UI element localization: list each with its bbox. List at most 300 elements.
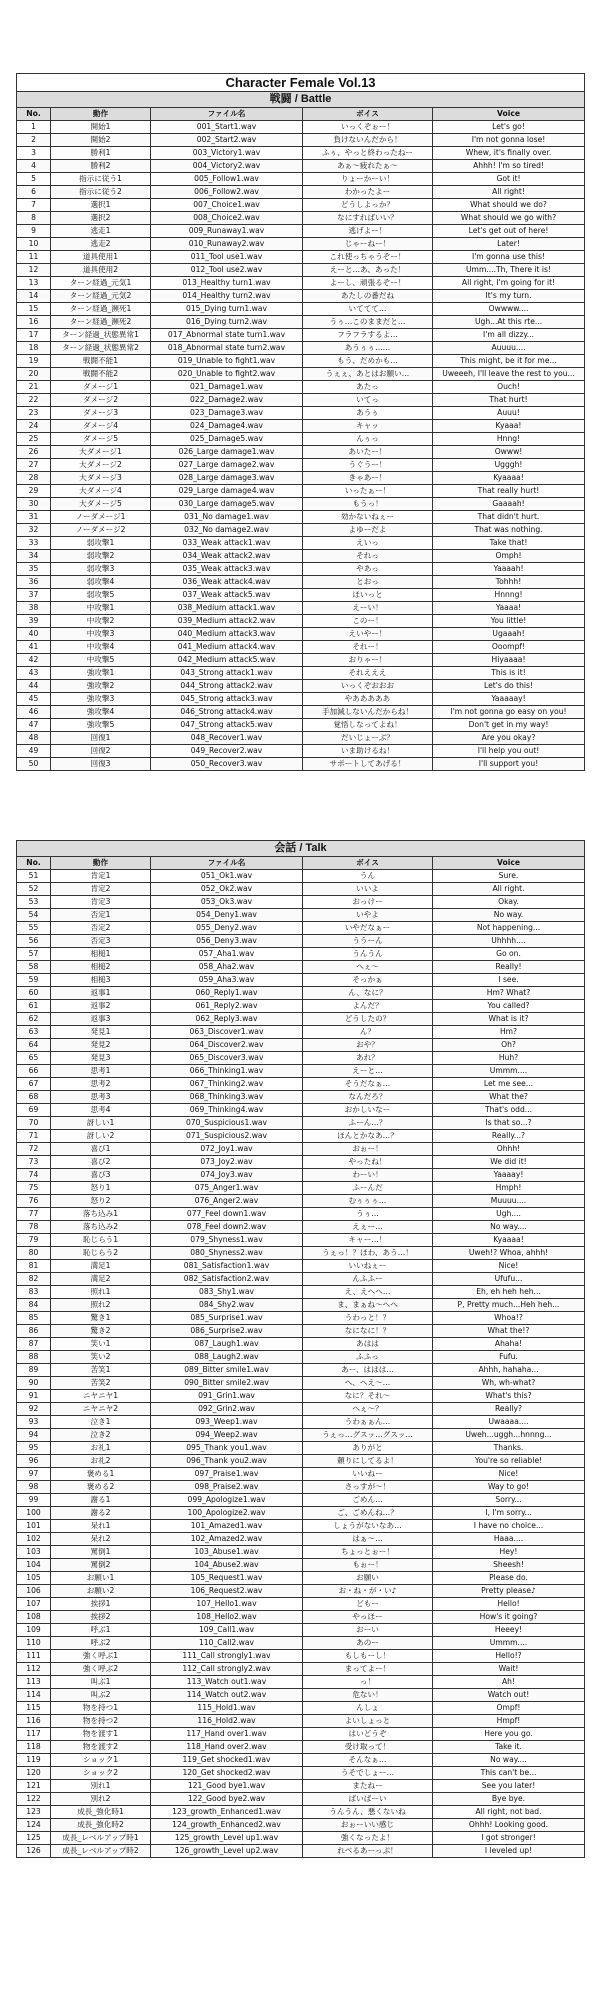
header-action: 動作	[51, 108, 151, 121]
action-cell: 落ち込み1	[51, 1208, 151, 1221]
table-row	[17, 1663, 585, 1676]
action-cell: 肯定2	[51, 883, 151, 896]
file-name-cell: 003_Victory1.wav	[151, 147, 303, 160]
action-cell: 戦闘不能1	[51, 355, 151, 368]
table-row	[17, 498, 585, 511]
voice-jp-cell: おっけー	[303, 896, 433, 909]
file-name-cell: 124_growth_Enhanced2.wav	[151, 1819, 303, 1832]
voice-jp-cell: へぇ～	[303, 961, 433, 974]
file-name-cell: 083_Shy1.wav	[151, 1286, 303, 1299]
table-row	[17, 524, 585, 537]
row-number: 46	[17, 706, 51, 719]
voice-en-cell: Ohhh!	[433, 1143, 585, 1156]
voice-en-cell: I got stronger!	[433, 1832, 585, 1845]
voice-jp-cell: だいじょーぶ？	[303, 732, 433, 745]
file-name-cell: 080_Shyness2.wav	[151, 1247, 303, 1260]
file-name-cell: 100_Apologize2.wav	[151, 1507, 303, 1520]
voice-en-cell: Uweeeh, I'll leave the rest to you...	[433, 368, 585, 381]
row-number: 62	[17, 1013, 51, 1026]
table-row	[17, 1689, 585, 1702]
file-name-cell: 032_No damage2.wav	[151, 524, 303, 537]
voice-en-cell: We did it!	[433, 1156, 585, 1169]
action-cell: 挨拶1	[51, 1598, 151, 1611]
file-name-cell: 024_Damage4.wav	[151, 420, 303, 433]
voice-en-cell: I'm not gonna go easy on you!	[433, 706, 585, 719]
file-name-cell: 028_Large damage3.wav	[151, 472, 303, 485]
voice-en-cell: Owww!	[433, 446, 585, 459]
row-number: 111	[17, 1650, 51, 1663]
action-cell: 逃走1	[51, 225, 151, 238]
row-number: 26	[17, 446, 51, 459]
voice-jp-cell: もぉー！	[303, 1559, 433, 1572]
row-number: 44	[17, 680, 51, 693]
voice-jp-cell: えいっ	[303, 537, 433, 550]
table-row	[17, 935, 585, 948]
file-name-cell: 052_Ok2.wav	[151, 883, 303, 896]
file-name-cell: 006_Follow2.wav	[151, 186, 303, 199]
file-name-cell: 111_Call strongly1.wav	[151, 1650, 303, 1663]
voice-en-cell: Sheesh!	[433, 1559, 585, 1572]
table-row	[17, 238, 585, 251]
row-number: 121	[17, 1780, 51, 1793]
header-action: 動作	[51, 857, 151, 870]
row-number: 30	[17, 498, 51, 511]
table-row	[17, 1585, 585, 1598]
voice-jp-cell: 覚悟しなってよね！	[303, 719, 433, 732]
table-row	[17, 433, 585, 446]
voice-jp-cell: もう、だめかも…	[303, 355, 433, 368]
file-name-cell: 081_Satisfaction1.wav	[151, 1260, 303, 1273]
voice-jp-cell: ばいばーい	[303, 1793, 433, 1806]
table-row	[17, 1845, 585, 1858]
action-cell: 相槌1	[51, 948, 151, 961]
table-row	[17, 1182, 585, 1195]
voice-jp-cell: あうぅぅ……	[303, 342, 433, 355]
voice-en-cell: Sure.	[433, 870, 585, 883]
row-number: 114	[17, 1689, 51, 1702]
table-row	[17, 909, 585, 922]
voice-jp-cell: 強くなったよ！	[303, 1832, 433, 1845]
table-row	[17, 1364, 585, 1377]
table-row	[17, 134, 585, 147]
row-number: 55	[17, 922, 51, 935]
header-no: No.	[17, 108, 51, 121]
voice-en-cell: Hmph!	[433, 1182, 585, 1195]
row-number: 12	[17, 264, 51, 277]
table-row	[17, 1351, 585, 1364]
file-name-cell: 064_Discover2.wav	[151, 1039, 303, 1052]
row-number: 86	[17, 1325, 51, 1338]
action-cell: 満足1	[51, 1260, 151, 1273]
voice-en-cell: Yaaaah!	[433, 563, 585, 576]
row-number: 17	[17, 329, 51, 342]
table-row	[17, 1117, 585, 1130]
voice-jp-cell: うそでしょー…	[303, 1767, 433, 1780]
table-row	[17, 290, 585, 303]
voice-jp-cell: あはは	[303, 1338, 433, 1351]
table-row	[17, 1143, 585, 1156]
action-cell: ショック2	[51, 1767, 151, 1780]
row-number: 60	[17, 987, 51, 1000]
voice-jp-cell: そうだなぁ…	[303, 1078, 433, 1091]
table-row	[17, 1832, 585, 1845]
voice-jp-cell: どうしたの？	[303, 1013, 433, 1026]
table-row	[17, 1650, 585, 1663]
file-name-cell: 118_Hand over2.wav	[151, 1741, 303, 1754]
file-name-cell: 012_Tool use2.wav	[151, 264, 303, 277]
row-number: 116	[17, 1715, 51, 1728]
talk-sheet	[16, 840, 584, 1858]
row-number: 42	[17, 654, 51, 667]
row-number: 47	[17, 719, 51, 732]
row-number: 93	[17, 1416, 51, 1429]
row-number: 52	[17, 883, 51, 896]
voice-en-cell: See you later!	[433, 1780, 585, 1793]
row-number: 108	[17, 1611, 51, 1624]
row-number: 112	[17, 1663, 51, 1676]
table-row	[17, 654, 585, 667]
action-cell: 褒める2	[51, 1481, 151, 1494]
voice-en-cell: That really hurt!	[433, 485, 585, 498]
voice-jp-cell: キャッ	[303, 420, 433, 433]
action-cell: ニヤニヤ2	[51, 1403, 151, 1416]
action-cell: 恥じらう2	[51, 1247, 151, 1260]
file-name-cell: 084_Shy2.wav	[151, 1299, 303, 1312]
voice-en-cell: Hnng!	[433, 433, 585, 446]
voice-en-cell: Wh, wh-what?	[433, 1377, 585, 1390]
action-cell: 弱攻撃5	[51, 589, 151, 602]
table-row	[17, 1377, 585, 1390]
voice-en-cell: Yaaaa!	[433, 602, 585, 615]
voice-en-cell: Ummm....	[433, 1065, 585, 1078]
table-row	[17, 121, 585, 134]
row-number: 8	[17, 212, 51, 225]
table-row	[17, 147, 585, 160]
table-row	[17, 732, 585, 745]
row-number: 99	[17, 1494, 51, 1507]
file-name-cell: 051_Ok1.wav	[151, 870, 303, 883]
voice-en-cell: Pretty please♪	[433, 1585, 585, 1598]
battle-rows	[17, 121, 585, 771]
voice-en-cell: Ugaaah!	[433, 628, 585, 641]
table-row	[17, 1767, 585, 1780]
action-cell: 呆れ2	[51, 1533, 151, 1546]
file-name-cell: 106_Request2.wav	[151, 1585, 303, 1598]
file-name-cell: 048_Recover1.wav	[151, 732, 303, 745]
voice-jp-cell: えーと…	[303, 1065, 433, 1078]
voice-jp-cell: ご、ごめんね…？	[303, 1507, 433, 1520]
row-number: 5	[17, 173, 51, 186]
action-cell: 成長_レベルアップ時1	[51, 1832, 151, 1845]
row-number: 102	[17, 1533, 51, 1546]
file-name-cell: 102_Amazed2.wav	[151, 1533, 303, 1546]
voice-en-cell: Let's go!	[433, 121, 585, 134]
file-name-cell: 096_Thank you2.wav	[151, 1455, 303, 1468]
table-row	[17, 706, 585, 719]
row-number: 22	[17, 394, 51, 407]
table-row	[17, 1221, 585, 1234]
action-cell: 驚き2	[51, 1325, 151, 1338]
voice-jp-cell: もしもーし！	[303, 1650, 433, 1663]
file-name-cell: 112_Call strongly2.wav	[151, 1663, 303, 1676]
voice-en-cell: Not happening...	[433, 922, 585, 935]
file-name-cell: 122_Good bye2.wav	[151, 1793, 303, 1806]
action-cell: ターン経過_瀕死1	[51, 303, 151, 316]
action-cell: お礼2	[51, 1455, 151, 1468]
action-cell: 選択2	[51, 212, 151, 225]
voice-en-cell: Way to go!	[433, 1481, 585, 1494]
action-cell: 発見3	[51, 1052, 151, 1065]
battle-table	[16, 73, 585, 771]
table-row	[17, 225, 585, 238]
row-number: 83	[17, 1286, 51, 1299]
action-cell: 中攻撃2	[51, 615, 151, 628]
table-row	[17, 667, 585, 680]
table-row	[17, 394, 585, 407]
voice-jp-cell: どもー	[303, 1598, 433, 1611]
file-name-cell: 095_Thank you1.wav	[151, 1442, 303, 1455]
file-name-cell: 126_growth_Level up2.wav	[151, 1845, 303, 1858]
table-row	[17, 511, 585, 524]
row-number: 36	[17, 576, 51, 589]
voice-jp-cell: いやだなぁー	[303, 922, 433, 935]
voice-en-cell: Ugggh!	[433, 459, 585, 472]
table-row	[17, 1325, 585, 1338]
voice-jp-cell: それえええ	[303, 667, 433, 680]
file-name-cell: 002_Start2.wav	[151, 134, 303, 147]
action-cell: 喜び3	[51, 1169, 151, 1182]
voice-en-cell: What should we do?	[433, 199, 585, 212]
row-number: 49	[17, 745, 51, 758]
voice-jp-cell: ん、なに？	[303, 987, 433, 1000]
voice-jp-cell: なに？それ～	[303, 1390, 433, 1403]
file-name-cell: 008_Choice2.wav	[151, 212, 303, 225]
table-row	[17, 1559, 585, 1572]
action-cell: 中攻撃5	[51, 654, 151, 667]
voice-en-cell: Uweh...uggh...hnnng...	[433, 1429, 585, 1442]
action-cell: 笑い1	[51, 1338, 151, 1351]
table-row	[17, 355, 585, 368]
file-name-cell: 031_No damage1.wav	[151, 511, 303, 524]
voice-jp-cell: うぐうー！	[303, 459, 433, 472]
voice-en-cell: Got it!	[433, 173, 585, 186]
action-cell: 強く呼ぶ2	[51, 1663, 151, 1676]
voice-en-cell: Nice!	[433, 1468, 585, 1481]
table-row	[17, 1130, 585, 1143]
row-number: 109	[17, 1624, 51, 1637]
row-number: 74	[17, 1169, 51, 1182]
talk-table	[16, 840, 585, 1858]
voice-jp-cell: それー！	[303, 641, 433, 654]
voice-jp-cell: あいたー！	[303, 446, 433, 459]
action-cell: 肯定3	[51, 896, 151, 909]
row-number: 66	[17, 1065, 51, 1078]
file-name-cell: 108_Hello2.wav	[151, 1611, 303, 1624]
talk-rows	[17, 870, 585, 1858]
file-name-cell: 015_Dying turn1.wav	[151, 303, 303, 316]
voice-jp-cell: ごめん…	[303, 1494, 433, 1507]
row-number: 96	[17, 1455, 51, 1468]
voice-jp-cell: れべるあーっぷ！	[303, 1845, 433, 1858]
voice-en-cell: Uweh!? Whoa, ahhh!	[433, 1247, 585, 1260]
file-name-cell: 010_Runaway2.wav	[151, 238, 303, 251]
voice-en-cell: Take it.	[433, 1741, 585, 1754]
table-row	[17, 459, 585, 472]
voice-en-cell: Let me see...	[433, 1078, 585, 1091]
voice-jp-cell: サポートしてあげる！	[303, 758, 433, 771]
action-cell: 弱攻撃2	[51, 550, 151, 563]
file-name-cell: 072_Joy1.wav	[151, 1143, 303, 1156]
file-name-cell: 070_Suspicious1.wav	[151, 1117, 303, 1130]
voice-jp-cell: お・ね・が・い♪	[303, 1585, 433, 1598]
voice-jp-cell: おぉーいい感じ	[303, 1819, 433, 1832]
table-row	[17, 1468, 585, 1481]
action-cell: 照れ1	[51, 1286, 151, 1299]
table-row	[17, 1611, 585, 1624]
voice-en-cell: Sorry...	[433, 1494, 585, 1507]
row-number: 117	[17, 1728, 51, 1741]
voice-jp-cell: わかったよー	[303, 186, 433, 199]
voice-en-cell: I have no choice...	[433, 1520, 585, 1533]
table-row	[17, 1728, 585, 1741]
file-name-cell: 062_Reply3.wav	[151, 1013, 303, 1026]
table-row	[17, 883, 585, 896]
table-row	[17, 1780, 585, 1793]
action-cell: 指示に従う2	[51, 186, 151, 199]
table-row	[17, 641, 585, 654]
file-name-cell: 021_Damage1.wav	[151, 381, 303, 394]
action-cell: 満足2	[51, 1273, 151, 1286]
voice-jp-cell: うんうん、悪くないね	[303, 1806, 433, 1819]
row-number: 57	[17, 948, 51, 961]
file-name-cell: 067_Thinking2.wav	[151, 1078, 303, 1091]
file-name-cell: 063_Discover1.wav	[151, 1026, 303, 1039]
voice-jp-cell: あれ？	[303, 1052, 433, 1065]
voice-jp-cell: いてっ	[303, 394, 433, 407]
table-row	[17, 1247, 585, 1260]
voice-jp-cell: あー、ははは…	[303, 1364, 433, 1377]
row-number: 68	[17, 1091, 51, 1104]
voice-en-cell: All right, not bad.	[433, 1806, 585, 1819]
header-english: Voice	[433, 857, 585, 870]
file-name-cell: 034_Weak attack2.wav	[151, 550, 303, 563]
voice-en-cell: Nice!	[433, 1260, 585, 1273]
voice-en-cell: Eh, eh heh heh...	[433, 1286, 585, 1299]
action-cell: 怒り1	[51, 1182, 151, 1195]
table-row	[17, 589, 585, 602]
voice-en-cell: Yaaaaay!	[433, 693, 585, 706]
voice-jp-cell: そんなぁ…	[303, 1754, 433, 1767]
voice-jp-cell: なんだろ？	[303, 1091, 433, 1104]
voice-jp-cell: んぅっ	[303, 433, 433, 446]
row-number: 10	[17, 238, 51, 251]
voice-en-cell: What is it?	[433, 1013, 585, 1026]
action-cell: 謝る1	[51, 1494, 151, 1507]
voice-jp-cell: えーと…あ、あった！	[303, 264, 433, 277]
voice-en-cell: I leveled up!	[433, 1845, 585, 1858]
table-row	[17, 615, 585, 628]
voice-jp-cell: そっかぁ	[303, 974, 433, 987]
voice-jp-cell: いったぁー！	[303, 485, 433, 498]
file-name-cell: 076_Anger2.wav	[151, 1195, 303, 1208]
table-row	[17, 987, 585, 1000]
action-cell: 物を渡す2	[51, 1741, 151, 1754]
table-row	[17, 186, 585, 199]
table-row	[17, 1156, 585, 1169]
action-cell: 呼ぶ2	[51, 1637, 151, 1650]
voice-en-cell: Owwww....	[433, 303, 585, 316]
voice-jp-cell: さっすが～！	[303, 1481, 433, 1494]
file-name-cell: 014_Healthy turn2.wav	[151, 290, 303, 303]
row-number: 104	[17, 1559, 51, 1572]
action-cell: ダメージ2	[51, 394, 151, 407]
table-row	[17, 316, 585, 329]
voice-en-cell: Haaa....	[433, 1533, 585, 1546]
voice-en-cell: Ooompf!	[433, 641, 585, 654]
file-name-cell: 085_Surprise1.wav	[151, 1312, 303, 1325]
file-name-cell: 044_Strong attack2.wav	[151, 680, 303, 693]
voice-en-cell: Hmpf!	[433, 1715, 585, 1728]
row-number: 50	[17, 758, 51, 771]
row-number: 23	[17, 407, 51, 420]
action-cell: 勝利2	[51, 160, 151, 173]
voice-jp-cell: キャー…！	[303, 1234, 433, 1247]
voice-en-cell: Hm? What?	[433, 987, 585, 1000]
table-row	[17, 693, 585, 706]
file-name-cell: 079_Shyness1.wav	[151, 1234, 303, 1247]
voice-en-cell: Ouch!	[433, 381, 585, 394]
row-number: 103	[17, 1546, 51, 1559]
file-name-cell: 074_Joy3.wav	[151, 1169, 303, 1182]
table-row	[17, 277, 585, 290]
table-row	[17, 1338, 585, 1351]
file-name-cell: 093_Weep1.wav	[151, 1416, 303, 1429]
file-name-cell: 057_Aha1.wav	[151, 948, 303, 961]
voice-en-cell: Uwaaaa....	[433, 1416, 585, 1429]
voice-jp-cell: あたっ	[303, 381, 433, 394]
voice-en-cell: It's my turn.	[433, 290, 585, 303]
voice-jp-cell: ほいっと	[303, 589, 433, 602]
table-row	[17, 1455, 585, 1468]
table-row	[17, 472, 585, 485]
row-number: 80	[17, 1247, 51, 1260]
voice-jp-cell: 手加減しないんだからね！	[303, 706, 433, 719]
table-row	[17, 381, 585, 394]
voice-jp-cell: りょーかーい！	[303, 173, 433, 186]
header-no: No.	[17, 857, 51, 870]
action-cell: 大ダメージ4	[51, 485, 151, 498]
voice-jp-cell: やあああああ	[303, 693, 433, 706]
voice-jp-cell: よんだ？	[303, 1000, 433, 1013]
row-number: 73	[17, 1156, 51, 1169]
table-row	[17, 1429, 585, 1442]
table-row	[17, 1637, 585, 1650]
file-name-cell: 037_Weak attack5.wav	[151, 589, 303, 602]
voice-en-cell: I'm gonna use this!	[433, 251, 585, 264]
row-number: 65	[17, 1052, 51, 1065]
file-name-cell: 049_Recover2.wav	[151, 745, 303, 758]
table-row	[17, 251, 585, 264]
file-name-cell: 007_Choice1.wav	[151, 199, 303, 212]
voice-jp-cell: え、えへへ…	[303, 1286, 433, 1299]
voice-en-cell: I, I'm sorry...	[433, 1507, 585, 1520]
row-number: 43	[17, 667, 51, 680]
row-number: 67	[17, 1078, 51, 1091]
table-row	[17, 1078, 585, 1091]
voice-jp-cell: じゃーねー！	[303, 238, 433, 251]
file-name-cell: 056_Deny3.wav	[151, 935, 303, 948]
row-number: 125	[17, 1832, 51, 1845]
